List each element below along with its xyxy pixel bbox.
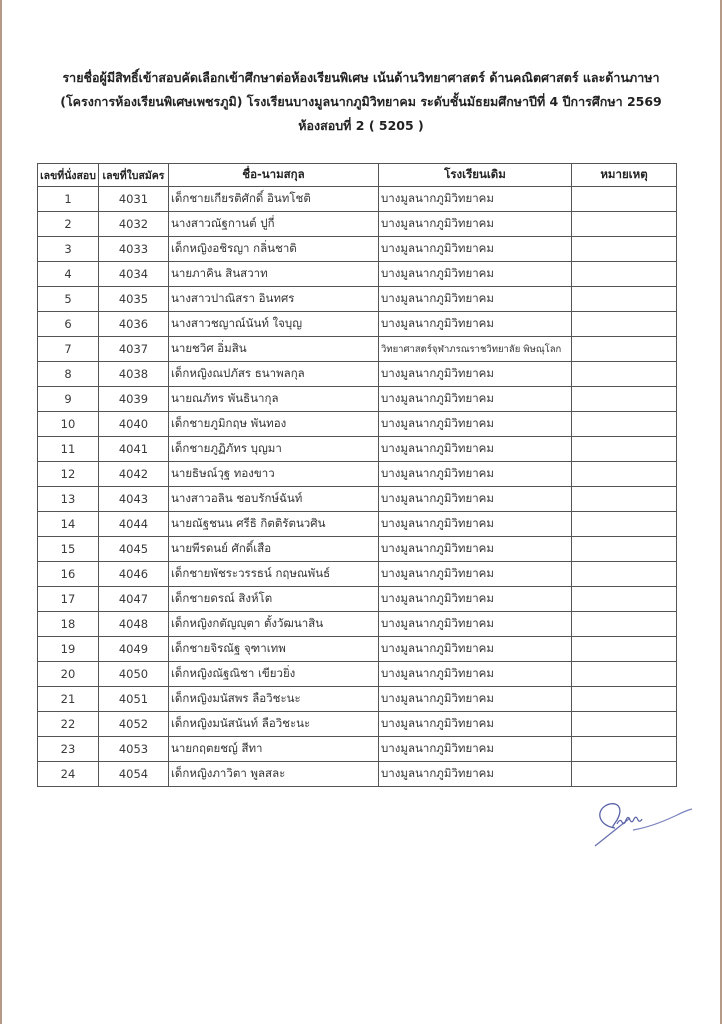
table-row (38, 687, 677, 712)
seat-number-cell: 2 (38, 212, 99, 237)
remark-cell (572, 487, 677, 512)
table-row (38, 612, 677, 637)
seat-number-cell: 15 (38, 537, 99, 562)
remark-cell (572, 462, 677, 487)
table-header-row (38, 164, 677, 187)
previous-school-cell: บางมูลนากภูมิวิทยาคม (379, 437, 572, 462)
application-number-cell: 4034 (99, 262, 169, 287)
seat-number-cell: 11 (38, 437, 99, 462)
previous-school-cell: บางมูลนากภูมิวิทยาคม (379, 712, 572, 737)
table-row (38, 237, 677, 262)
seat-number-cell: 9 (38, 387, 99, 412)
full-name-cell: นายธิษณ์วุฐ ทองขาว (169, 462, 379, 487)
application-number-cell: 4031 (99, 187, 169, 212)
remark-cell (572, 437, 677, 462)
remark-cell (572, 762, 677, 787)
previous-school-cell: บางมูลนากภูมิวิทยาคม (379, 737, 572, 762)
full-name-cell: เด็กชายภูฏิภัทร บุญมา (169, 437, 379, 462)
table-row (38, 512, 677, 537)
table-row (38, 187, 677, 212)
full-name-cell: นางสาวปาณิสรา อินทศร (169, 287, 379, 312)
table-row (38, 337, 677, 362)
seat-number-cell: 6 (38, 312, 99, 337)
title-line-3-exam-room: ห้องสอบที่ 2 ( 5205 ) (298, 118, 424, 133)
remark-cell (572, 262, 677, 287)
title-line-2: (โครงการห้องเรียนพิเศษเพชรภูมิ) โรงเรียนบางมูลนากภูมิวิทยาคม ระดับชั้นมัธยมศึกษาปีที่ 4 ปีการศึกษา 2569 (60, 94, 662, 109)
previous-school-cell: บางมูลนากภูมิวิทยาคม (379, 262, 572, 287)
remark-cell (572, 312, 677, 337)
candidate-roster-table (37, 163, 677, 787)
application-number-cell: 4054 (99, 762, 169, 787)
full-name-cell: นายณภัทร พันธินากุล (169, 387, 379, 412)
document-title (30, 66, 692, 138)
seat-number-cell: 12 (38, 462, 99, 487)
previous-school-cell: วิทยาศาสตร์จุฬาภรณราชวิทยาลัย พิษณุโลก (379, 337, 572, 362)
previous-school-cell: บางมูลนากภูมิวิทยาคม (379, 587, 572, 612)
remark-cell (572, 237, 677, 262)
full-name-cell: นายชวิศ อิ่มสิน (169, 337, 379, 362)
table-row (38, 662, 677, 687)
signature-icon (575, 798, 695, 848)
application-number-cell: 4035 (99, 287, 169, 312)
seat-number-cell: 13 (38, 487, 99, 512)
previous-school-cell: บางมูลนากภูมิวิทยาคม (379, 362, 572, 387)
full-name-cell: เด็กหญิงอชิรญา กลิ่นชาติ (169, 237, 379, 262)
previous-school-cell: บางมูลนากภูมิวิทยาคม (379, 512, 572, 537)
previous-school-cell: บางมูลนากภูมิวิทยาคม (379, 412, 572, 437)
full-name-cell: เด็กหญิงณปภัสร ธนาพลกุล (169, 362, 379, 387)
previous-school-cell: บางมูลนากภูมิวิทยาคม (379, 312, 572, 337)
header-seat-number: เลขที่นั่งสอบ (38, 164, 99, 187)
remark-cell (572, 737, 677, 762)
table-row (38, 462, 677, 487)
seat-number-cell: 5 (38, 287, 99, 312)
remark-cell (572, 337, 677, 362)
table-body (38, 187, 677, 787)
remark-cell (572, 562, 677, 587)
application-number-cell: 4043 (99, 487, 169, 512)
table-row (38, 587, 677, 612)
full-name-cell: เด็กชายเกียรติศักดิ์ อินทโชติ (169, 187, 379, 212)
full-name-cell: นายณัฐชนน ศรีธิ กิตติรัตนวศิน (169, 512, 379, 537)
application-number-cell: 4037 (99, 337, 169, 362)
full-name-cell: นายกฤตยชญ์ สีทา (169, 737, 379, 762)
seat-number-cell: 17 (38, 587, 99, 612)
full-name-cell: นายภาคิน สินสวาท (169, 262, 379, 287)
remark-cell (572, 287, 677, 312)
full-name-cell: เด็กหญิงณัฐณิชา เขียวยิ่ง (169, 662, 379, 687)
remark-cell (572, 612, 677, 637)
application-number-cell: 4039 (99, 387, 169, 412)
header-previous-school: โรงเรียนเดิม (379, 164, 572, 187)
application-number-cell: 4038 (99, 362, 169, 387)
table-row (38, 262, 677, 287)
page-edge-left (0, 0, 2, 1024)
seat-number-cell: 22 (38, 712, 99, 737)
table-row (38, 762, 677, 787)
application-number-cell: 4046 (99, 562, 169, 587)
seat-number-cell: 8 (38, 362, 99, 387)
previous-school-cell: บางมูลนากภูมิวิทยาคม (379, 612, 572, 637)
previous-school-cell: บางมูลนากภูมิวิทยาคม (379, 762, 572, 787)
application-number-cell: 4044 (99, 512, 169, 537)
seat-number-cell: 3 (38, 237, 99, 262)
previous-school-cell: บางมูลนากภูมิวิทยาคม (379, 662, 572, 687)
seat-number-cell: 18 (38, 612, 99, 637)
seat-number-cell: 7 (38, 337, 99, 362)
previous-school-cell: บางมูลนากภูมิวิทยาคม (379, 237, 572, 262)
table-row (38, 487, 677, 512)
remark-cell (572, 512, 677, 537)
application-number-cell: 4042 (99, 462, 169, 487)
remark-cell (572, 637, 677, 662)
application-number-cell: 4045 (99, 537, 169, 562)
previous-school-cell: บางมูลนากภูมิวิทยาคม (379, 212, 572, 237)
remark-cell (572, 387, 677, 412)
full-name-cell: เด็กชายภูมิกฤษ พันทอง (169, 412, 379, 437)
table-row (38, 212, 677, 237)
table-row (38, 537, 677, 562)
header-remark: หมายเหตุ (572, 164, 677, 187)
full-name-cell: เด็กชายจิรณัฐ จุฑาเทพ (169, 637, 379, 662)
full-name-cell: นางสาวณัฐกานต์ ปูกี่ (169, 212, 379, 237)
remark-cell (572, 212, 677, 237)
title-line-1: รายชื่อผู้มีสิทธิ์เข้าสอบคัดเลือกเข้าศึกษาต่อห้องเรียนพิเศษ เน้นด้านวิทยาศาสตร์ ด้านคณิตศาสตร์ และด้านภาษา (62, 70, 660, 85)
application-number-cell: 4032 (99, 212, 169, 237)
previous-school-cell: บางมูลนากภูมิวิทยาคม (379, 387, 572, 412)
application-number-cell: 4049 (99, 637, 169, 662)
remark-cell (572, 662, 677, 687)
full-name-cell: เด็กหญิงกตัญญุตา ตั้งวัฒนาสิน (169, 612, 379, 637)
table-row (38, 287, 677, 312)
application-number-cell: 4047 (99, 587, 169, 612)
full-name-cell: เด็กหญิงภาวิตา พูลสละ (169, 762, 379, 787)
remark-cell (572, 537, 677, 562)
remark-cell (572, 187, 677, 212)
seat-number-cell: 23 (38, 737, 99, 762)
full-name-cell: เด็กหญิงมนัสพร ลือวิชะนะ (169, 687, 379, 712)
table-row (38, 437, 677, 462)
table-row (38, 412, 677, 437)
table-row (38, 312, 677, 337)
seat-number-cell: 20 (38, 662, 99, 687)
previous-school-cell: บางมูลนากภูมิวิทยาคม (379, 637, 572, 662)
table-row (38, 387, 677, 412)
application-number-cell: 4052 (99, 712, 169, 737)
table-row (38, 637, 677, 662)
table-row (38, 712, 677, 737)
seat-number-cell: 1 (38, 187, 99, 212)
application-number-cell: 4053 (99, 737, 169, 762)
remark-cell (572, 687, 677, 712)
full-name-cell: นายพีรดนย์ ศักดิ์เสือ (169, 537, 379, 562)
previous-school-cell: บางมูลนากภูมิวิทยาคม (379, 687, 572, 712)
application-number-cell: 4050 (99, 662, 169, 687)
seat-number-cell: 10 (38, 412, 99, 437)
previous-school-cell: บางมูลนากภูมิวิทยาคม (379, 487, 572, 512)
application-number-cell: 4033 (99, 237, 169, 262)
application-number-cell: 4036 (99, 312, 169, 337)
previous-school-cell: บางมูลนากภูมิวิทยาคม (379, 537, 572, 562)
full-name-cell: นางสาวชญาณ์นันท์ ใจบุญ (169, 312, 379, 337)
remark-cell (572, 587, 677, 612)
header-full-name: ชื่อ-นามสกุล (169, 164, 379, 187)
remark-cell (572, 712, 677, 737)
seat-number-cell: 4 (38, 262, 99, 287)
table-row (38, 737, 677, 762)
application-number-cell: 4041 (99, 437, 169, 462)
previous-school-cell: บางมูลนากภูมิวิทยาคม (379, 562, 572, 587)
application-number-cell: 4040 (99, 412, 169, 437)
previous-school-cell: บางมูลนากภูมิวิทยาคม (379, 462, 572, 487)
remark-cell (572, 412, 677, 437)
seat-number-cell: 19 (38, 637, 99, 662)
previous-school-cell: บางมูลนากภูมิวิทยาคม (379, 287, 572, 312)
full-name-cell: นางสาวอลิน ชอบรักษ์ฉันท์ (169, 487, 379, 512)
remark-cell (572, 362, 677, 387)
application-number-cell: 4051 (99, 687, 169, 712)
seat-number-cell: 16 (38, 562, 99, 587)
full-name-cell: เด็กหญิงมนัสนันท์ ลือวิชะนะ (169, 712, 379, 737)
previous-school-cell: บางมูลนากภูมิวิทยาคม (379, 187, 572, 212)
seat-number-cell: 14 (38, 512, 99, 537)
header-application-number: เลขที่ใบสมัคร (99, 164, 169, 187)
application-number-cell: 4048 (99, 612, 169, 637)
full-name-cell: เด็กชายพัชระวรรธน์ กฤษณพันธ์ (169, 562, 379, 587)
seat-number-cell: 24 (38, 762, 99, 787)
full-name-cell: เด็กชายดรณ์ สิงห์โต (169, 587, 379, 612)
table-row (38, 362, 677, 387)
seat-number-cell: 21 (38, 687, 99, 712)
table-row (38, 562, 677, 587)
